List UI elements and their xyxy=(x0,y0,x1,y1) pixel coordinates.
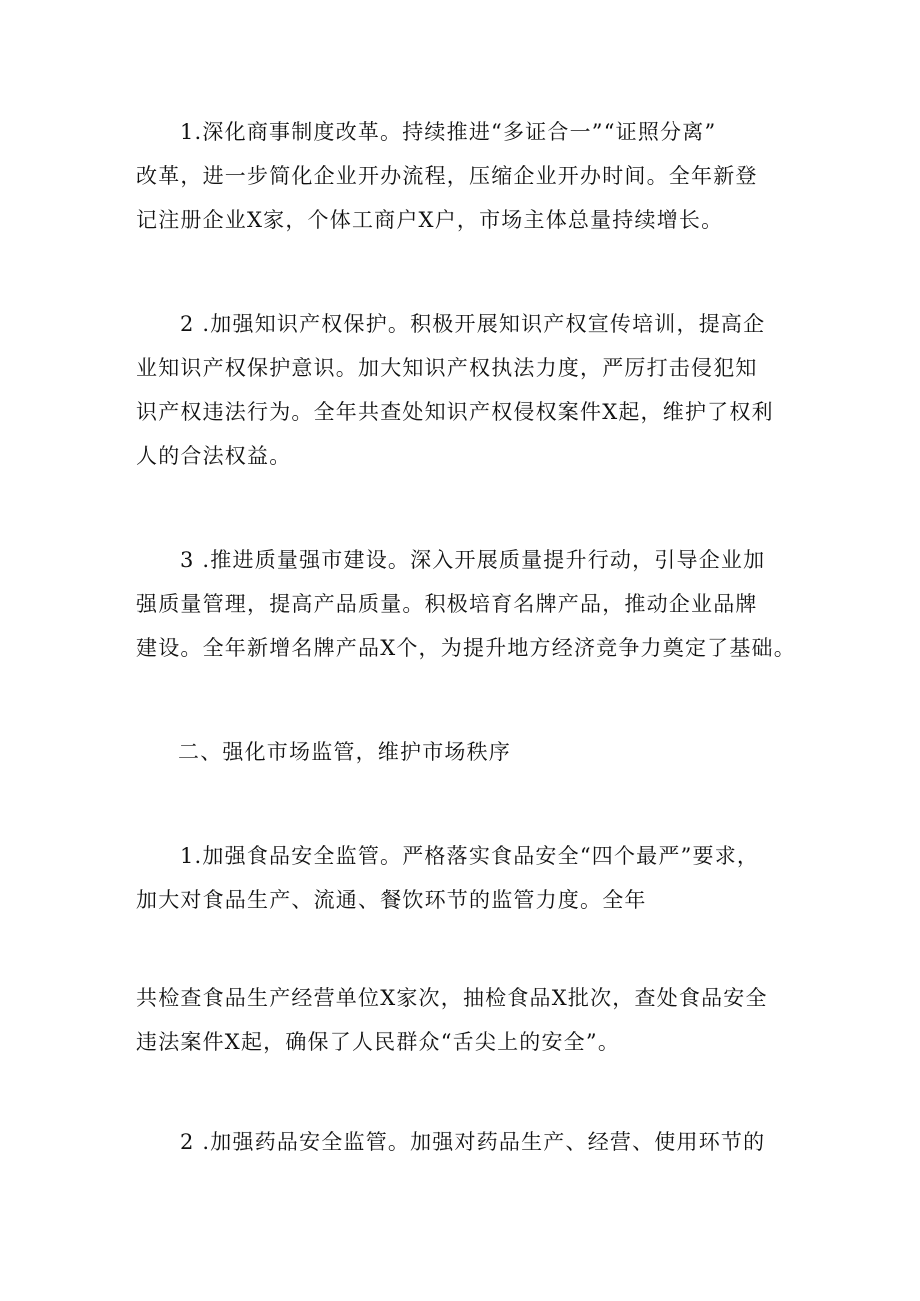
paragraph-2-line-3: 识产权违法行为。全年共查处知识产权侵权案件X起，维护了权利 xyxy=(136,400,774,424)
paragraph-1-line-1: 1.深化商事制度改革。持续推进“多证合一”“证照分离” xyxy=(180,120,717,144)
paragraph-3-line-2: 强质量管理，提高产品质量。积极培育名牌产品，推动企业品牌 xyxy=(136,592,758,616)
paragraph-3-line-1: 3 .推进质量强市建设。深入开展质量提升行动，引导企业加 xyxy=(180,548,766,572)
paragraph-3-line-3: 建设。全年新增名牌产品X个，为提升地方经济竞争力奠定了基础。 xyxy=(136,636,796,660)
paragraph-5-line-1: 共检查食品生产经营单位X家次，抽检食品X批次，查处食品安全 xyxy=(136,986,768,1010)
paragraph-6-line-1: 2 .加强药品安全监管。加强对药品生产、经营、使用环节的 xyxy=(180,1130,766,1154)
paragraph-1-line-2: 改革，进一步简化企业开办流程，压缩企业开办时间。全年新登 xyxy=(136,164,758,188)
paragraph-4-line-1: 1.加强食品安全监管。严格落实食品安全“四个最严”要求， xyxy=(180,844,760,868)
paragraph-5-line-2: 违法案件X起，确保了人民群众“舌尖上的安全”。 xyxy=(136,1030,621,1054)
section-heading: 二、强化市场监管，维护市场秩序 xyxy=(178,740,511,764)
paragraph-2-line-1: 2 .加强知识产权保护。积极开展知识产权宣传培训，提高企 xyxy=(180,312,766,336)
paragraph-2-line-2: 业知识产权保护意识。加大知识产权执法力度，严厉打击侵犯知 xyxy=(136,356,758,380)
paragraph-4-line-2: 加大对食品生产、流通、餐饮环节的监管力度。全年 xyxy=(136,888,647,912)
paragraph-1-line-3: 记注册企业X家，个体工商户X户，市场主体总量持续增长。 xyxy=(136,208,724,232)
paragraph-2-line-4: 人的合法权益。 xyxy=(136,444,292,468)
